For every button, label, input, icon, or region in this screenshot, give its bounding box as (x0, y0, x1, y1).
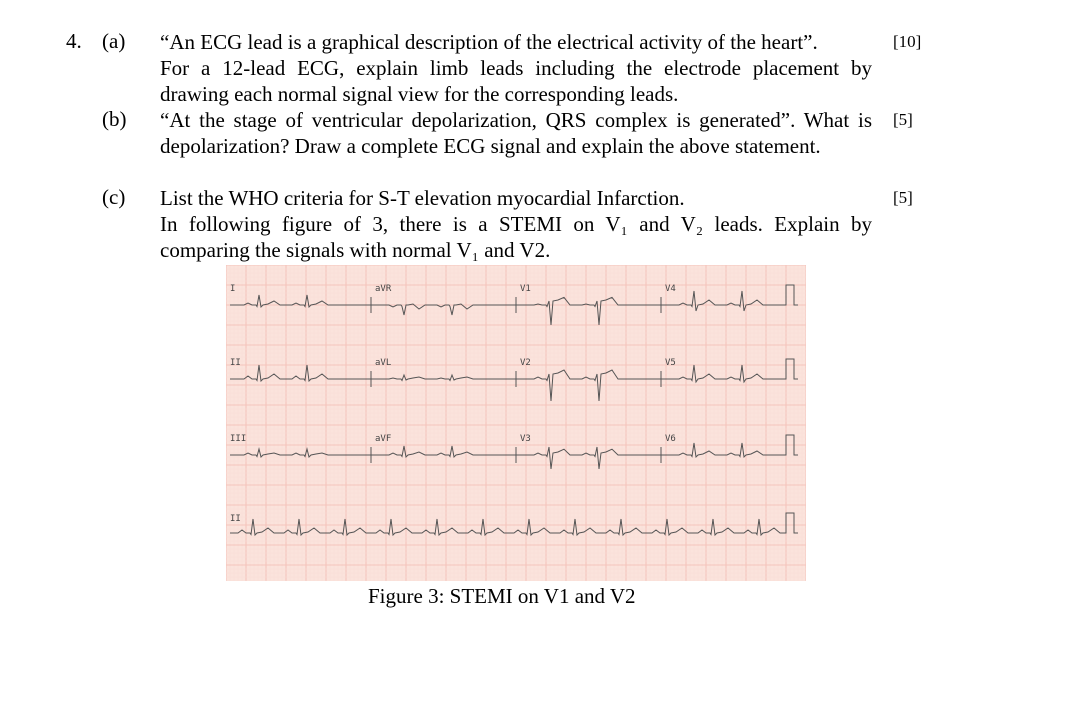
lead-label: V6 (665, 434, 676, 444)
lead-label: aVR (375, 284, 392, 294)
part-a-mark: [10] (893, 32, 922, 51)
part-b-line-1: “At the stage of ventricular depolarization, QRS complex is generated”. What is depolarization? Draw a complete ECG signal and explain the above statement. (160, 108, 872, 158)
question-number: 4. (66, 29, 82, 53)
lead-label: V5 (665, 358, 676, 368)
part-c-label: (c) (102, 185, 126, 209)
part-c-line-2: In following figure of 3, there is a STEMI on V₁ and V₂ leads. Explain by comparing the signals with normal V₁ and V2. (160, 212, 872, 262)
part-b-text (160, 107, 872, 159)
lead-label: V3 (520, 434, 531, 444)
lead-label: II (230, 358, 241, 368)
part-a-label: (a) (102, 29, 126, 53)
lead-label: aVF (375, 434, 392, 444)
lead-label: V4 (665, 284, 676, 294)
part-c-line-1: List the WHO criteria for S-T elevation myocardial Infarction. (160, 186, 685, 210)
figure-caption: Figure 3: STEMI on V1 and V2 (368, 584, 636, 608)
part-a-line-1: “An ECG lead is a graphical description of the electrical activity of the heart”. (160, 30, 818, 54)
lead-label: V2 (520, 358, 531, 368)
part-b-label: (b) (102, 107, 127, 131)
ecg-figure (226, 265, 806, 581)
lead-label: II (230, 514, 241, 524)
part-b-mark: [5] (893, 110, 913, 129)
part-c-text (160, 185, 872, 263)
lead-label: III (230, 434, 247, 444)
part-a-text (160, 29, 872, 107)
lead-label: I (230, 284, 236, 294)
lead-label: aVL (375, 358, 392, 368)
lead-label: V1 (520, 284, 531, 294)
part-c-mark: [5] (893, 188, 913, 207)
part-a-line-2: For a 12-lead ECG, explain limb leads including the electrode placement by drawing each normal signal view for the corresponding leads. (160, 56, 872, 106)
